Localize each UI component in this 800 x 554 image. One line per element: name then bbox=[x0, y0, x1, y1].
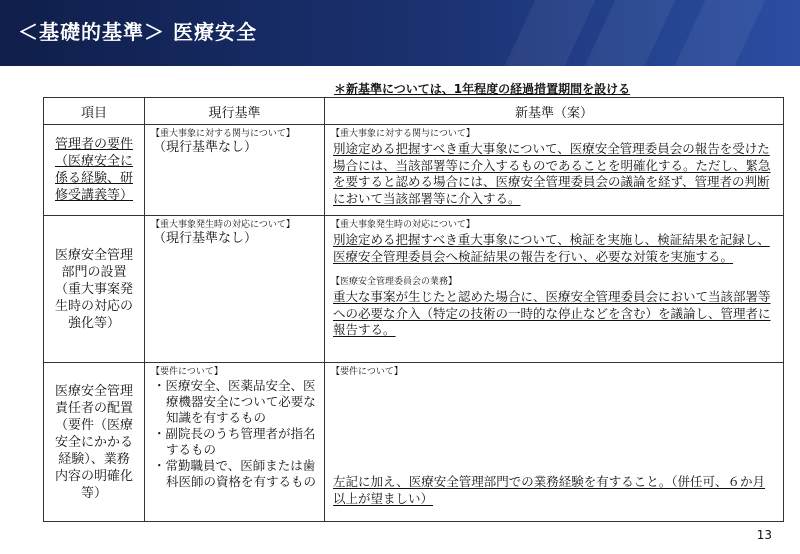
table-header-row bbox=[44, 98, 784, 125]
new-text: 別途定める把握すべき重大事象について、検証を実施し、検証結果を記録し、医療安全管理委員会へ検証結果の報告を行い、必要な対策を実施する。 bbox=[333, 232, 770, 264]
table-row bbox=[44, 216, 784, 363]
new-tag-secondary: 【医療安全管理委員会の業務】 bbox=[331, 277, 458, 287]
new-tag: 【重大事象に対する関与について】 bbox=[331, 129, 475, 139]
new-tag: 【要件について】 bbox=[331, 367, 403, 377]
title-bar bbox=[0, 0, 800, 66]
new-cell bbox=[325, 125, 784, 216]
table-row bbox=[44, 125, 784, 216]
item-cell bbox=[44, 125, 145, 216]
transition-note: ＊新基準については、1年程度の経過措置期間を設ける bbox=[334, 82, 631, 96]
current-tag: 【重大事象に対する関与について】 bbox=[151, 129, 295, 139]
current-text: （現行基準なし） bbox=[153, 231, 258, 246]
header-new: 新基準（案） bbox=[325, 98, 784, 125]
table-row bbox=[44, 363, 784, 522]
item-cell bbox=[44, 363, 145, 522]
new-text: 左記に加え、医療安全管理部門での業務経験を有すること。（併任可、６か月以上が望ましい） bbox=[333, 474, 766, 506]
title-bar-stripe bbox=[675, 0, 766, 66]
current-cell bbox=[145, 216, 325, 363]
new-text: 別途定める把握すべき重大事象について、医療安全管理委員会の報告を受けた場合には、当該部署等に介入するものであることを明確化する。ただし、緊急を要すると認める場合には、医療安全管理委員会の議論を経ず、管理者の判断において当該部署等に介入する。 bbox=[333, 141, 771, 206]
new-tag: 【重大事象発生時の対応について】 bbox=[331, 220, 475, 230]
current-text: （現行基準なし） bbox=[153, 140, 258, 155]
new-cell bbox=[325, 216, 784, 363]
standards-table bbox=[43, 97, 784, 522]
current-requirements-list bbox=[145, 378, 324, 490]
title-bar-stripe bbox=[505, 0, 596, 66]
current-tag: 【要件について】 bbox=[151, 367, 223, 377]
slide-title: ＜基礎的基準＞ 医療安全 bbox=[18, 20, 257, 44]
title-bar-stripe bbox=[585, 0, 676, 66]
item-label: 管理者の要件 （医療安全に 係る経験、研 修受講義等） bbox=[54, 137, 133, 203]
current-cell bbox=[145, 363, 325, 522]
new-cell bbox=[325, 363, 784, 522]
item-cell bbox=[44, 216, 145, 363]
list-item: ・医療安全、医薬品安全、医療機器安全について必要な知識を有するもの bbox=[153, 378, 316, 425]
list-item: ・常勤職員で、医師または歯科医師の資格を有するもの bbox=[153, 458, 317, 489]
item-label: 医療安全管理 部門の設置 （重大事案発 生時の対応の 強化等） bbox=[54, 247, 133, 331]
current-tag: 【重大事象発生時の対応について】 bbox=[151, 220, 295, 230]
page-number: 13 bbox=[756, 528, 772, 542]
header-item: 項目 bbox=[44, 98, 145, 125]
current-cell bbox=[145, 125, 325, 216]
header-current: 現行基準 bbox=[145, 98, 325, 125]
list-item: ・副院長のうち管理者が指名するもの bbox=[153, 426, 316, 457]
new-text-secondary: 重大な事案が生じたと認めた場合に、医療安全管理委員会において当該部署等への必要な介入（特定の技術の一時的な停止などを含む）を議論し、管理者に報告する。 bbox=[333, 289, 771, 337]
item-label: 医療安全管理 責任者の配置 （要件（医療 安全にかかる 経験）、業務 内容の明確化 等） bbox=[54, 383, 133, 501]
